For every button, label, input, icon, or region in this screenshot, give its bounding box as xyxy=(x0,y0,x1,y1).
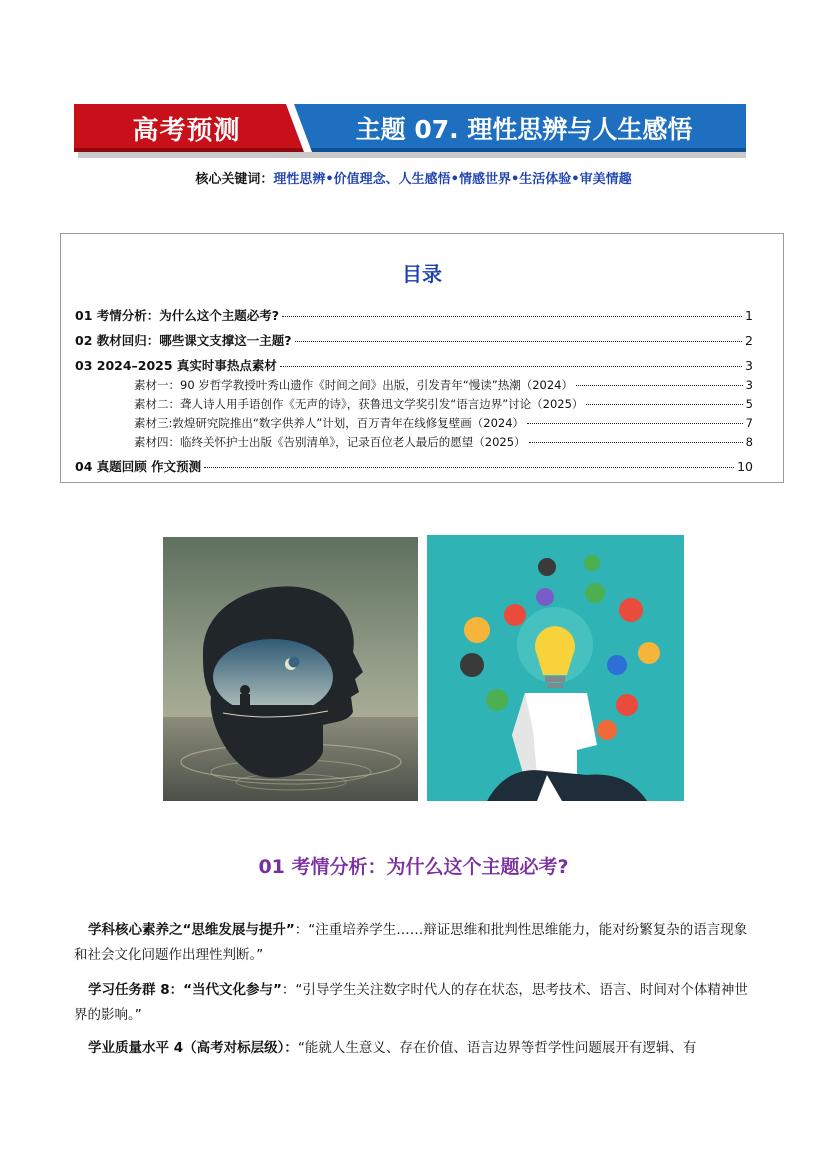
toc-item-page: 10 xyxy=(737,459,753,474)
toc-subitem-page: 5 xyxy=(745,397,753,411)
head-silhouette-boat-illustration xyxy=(163,537,418,801)
toc-leader xyxy=(576,385,743,386)
toc-item-text: 02 教材回归：哪些课文支撑这一主题? xyxy=(75,333,292,348)
banner-left-title: 高考预测 xyxy=(132,116,241,146)
toc-subitem-page: 7 xyxy=(745,416,753,430)
toc-item-text: 04 真题回顾 作文预测 xyxy=(75,459,202,474)
toc-subitem[interactable] xyxy=(134,415,753,431)
banner-right-title: 主题 07. 理性思辨与人生感悟 xyxy=(355,115,693,144)
toc-title: 目录 xyxy=(402,262,442,286)
toc-subitem-text: 素材一：90 岁哲学教授叶秀山遗作《时间之间》出版，引发青年“慢读”热潮（2024） xyxy=(134,378,573,392)
toc-subitem[interactable] xyxy=(134,396,753,412)
section-heading: 01 考情分析：为什么这个主题必考? xyxy=(258,856,569,878)
toc-leader xyxy=(586,404,742,405)
toc-item[interactable] xyxy=(75,457,753,475)
toc-subitem[interactable] xyxy=(134,377,753,393)
paragraph-body: ：“注重培养学生……辩证思维和批判性思维能力，能对纷繁复杂的语言现象和社会文化问题作出理性判断。” xyxy=(74,922,748,963)
keywords-text: 理性思辨•价值理念、人生感悟•情感世界•生活体验•审美情趣 xyxy=(273,172,632,187)
toc-subitem-page: 8 xyxy=(745,435,753,449)
toc-item-text: 03 2024–2025 真实时事热点素材 xyxy=(75,358,277,373)
body-paragraph xyxy=(74,978,754,1028)
table-of-contents xyxy=(60,233,784,483)
toc-leader xyxy=(282,316,742,317)
toc-item[interactable] xyxy=(75,331,753,349)
paragraph-body: “能就人生意义、存在价值、语言边界等哲学性问题展开有逻辑、有 xyxy=(297,1040,697,1056)
toc-item-page: 3 xyxy=(745,358,753,373)
header-banner xyxy=(74,104,746,156)
toc-item-page: 2 xyxy=(745,333,753,348)
toc-item-text: 01 考情分析：为什么这个主题必考? xyxy=(75,308,279,323)
keywords-label: 核心关键词： xyxy=(195,172,274,187)
body-paragraph xyxy=(74,1036,754,1061)
toc-item-page: 1 xyxy=(745,308,753,323)
paragraph-body: ：“引导学生关注数字时代人的存在状态，思考技术、语言、时间对个体精神世界的影响。” xyxy=(74,982,748,1023)
toc-leader xyxy=(529,442,743,443)
toc-subitem-page: 3 xyxy=(745,378,753,392)
paragraph-lead: 学科核心素养之“思维发展与提升” xyxy=(88,922,295,938)
core-keywords xyxy=(0,168,827,187)
toc-subitem[interactable] xyxy=(134,434,753,450)
paragraph-lead: 学业质量水平 4（高考对标层级）： xyxy=(88,1040,298,1056)
toc-leader xyxy=(204,467,734,468)
paragraph-lead: 学习任务群 8：“当代文化参与” xyxy=(88,982,282,998)
lightbulb-head-ideas-illustration xyxy=(427,535,684,801)
toc-leader xyxy=(527,423,743,424)
toc-leader xyxy=(295,341,743,342)
body-paragraph xyxy=(74,918,754,968)
toc-leader xyxy=(280,366,742,367)
toc-subitem-text: 素材二：聋人诗人用手语创作《无声的诗》，获鲁迅文学奖引发“语言边界”讨论（2025） xyxy=(134,397,584,411)
toc-item[interactable] xyxy=(75,356,753,374)
toc-item[interactable] xyxy=(75,306,753,324)
toc-subitem-text: 素材四：临终关怀护士出版《告别清单》，记录百位老人最后的愿望（2025） xyxy=(134,435,526,449)
toc-subitem-text: 素材三:敦煌研究院推出“数字供养人”计划，百万青年在线修复壁画（2024） xyxy=(134,416,525,430)
